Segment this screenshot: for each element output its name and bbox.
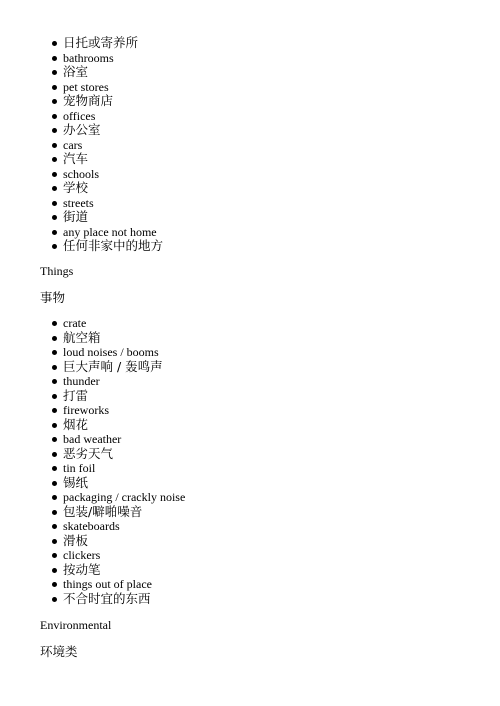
list-item: 包装/噼啪噪音 [63,505,483,520]
list-item: loud noises / booms [63,345,483,360]
list-item: bad weather [63,432,483,447]
list-item: 按动笔 [63,563,483,578]
list-item: 街道 [63,210,483,225]
list-item: 浴室 [63,65,483,80]
list-item: streets [63,196,483,211]
list-item: 恶劣天气 [63,447,483,462]
list-item: 宠物商店 [63,94,483,109]
list-item: pet stores [63,80,483,95]
list-item: 日托或寄养所 [63,36,483,51]
list-item: 航空箱 [63,331,483,346]
list-item: 烟花 [63,418,483,433]
list-item: any place not home [63,225,483,240]
list-item: thunder [63,374,483,389]
environmental-heading-chinese: 环境类 [40,644,78,659]
list-item: offices [63,109,483,124]
list-item: tin foil [63,461,483,476]
list-item: 巨大声响 / 轰鸣声 [63,360,483,375]
things-heading: Things [40,264,74,278]
list-item: schools [63,167,483,182]
things-list [63,316,483,606]
list-item: 办公室 [63,123,483,138]
list-item: 汽车 [63,152,483,167]
list-item: 学校 [63,181,483,196]
list-item: 不合时宜的东西 [63,592,483,607]
list-item: 滑板 [63,534,483,549]
list-item: cars [63,138,483,153]
environmental-heading: Environmental [40,618,112,632]
places-list [63,36,483,254]
list-item: bathrooms [63,51,483,66]
list-item: fireworks [63,403,483,418]
list-item: clickers [63,548,483,563]
list-item: 打雷 [63,389,483,404]
things-heading-chinese: 事物 [40,290,66,305]
list-item: crate [63,316,483,331]
list-item: 锡纸 [63,476,483,491]
list-item: packaging / crackly noise [63,490,483,505]
list-item: skateboards [63,519,483,534]
list-item: things out of place [63,577,483,592]
list-item: 任何非家中的地方 [63,239,483,254]
